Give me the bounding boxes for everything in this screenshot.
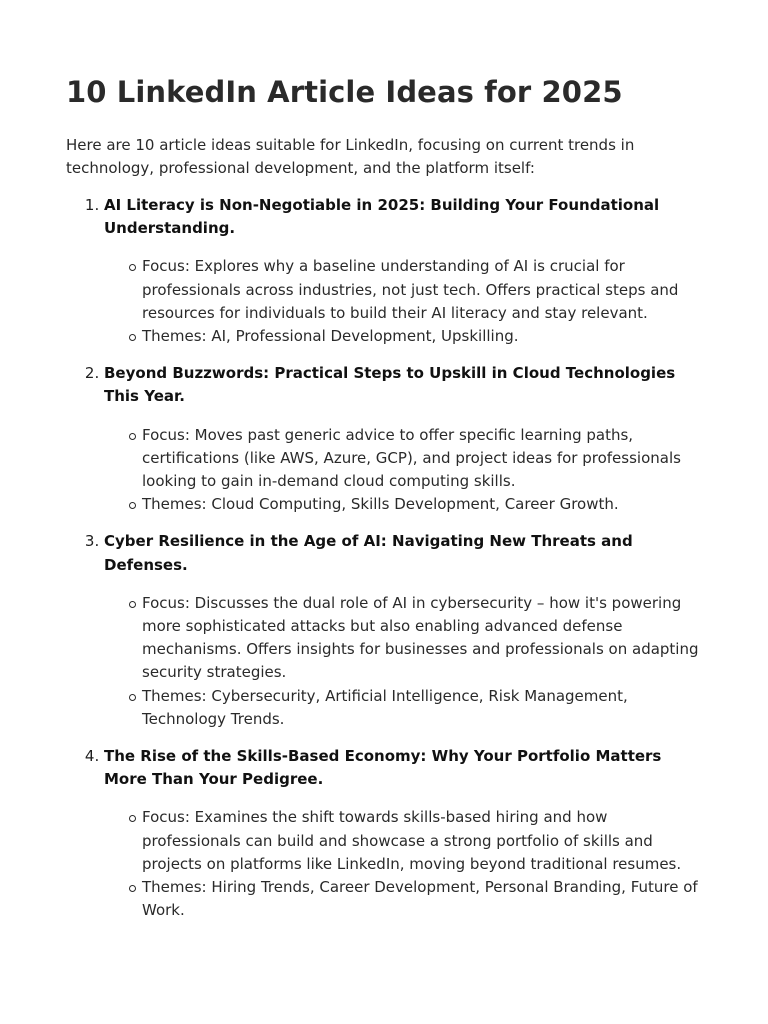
idea-details-list xyxy=(104,592,702,731)
intro-paragraph: Here are 10 article ideas suitable for LinkedIn, focusing on current trends in technology, professional development, and the platform itself: xyxy=(66,136,635,177)
idea-item xyxy=(104,362,702,516)
page-title: 10 LinkedIn Article Ideas for 2025 xyxy=(66,75,623,109)
idea-title: 4. The Rise of the Skills-Based Economy: Why Your Portfolio Matters More Than Your Pedigree. xyxy=(104,747,662,789)
idea-themes: Themes: Hiring Trends, Career Development, Personal Branding, Future of Work. xyxy=(142,876,702,922)
idea-details-list xyxy=(104,424,702,517)
idea-title: 3. Cyber Resilience in the Age of AI: Navigating New Threats and Defenses. xyxy=(104,532,633,574)
idea-themes: Themes: Cybersecurity, Artificial Intelligence, Risk Management, Technology Trends. xyxy=(142,685,702,731)
idea-themes: Themes: Cloud Computing, Skills Development, Career Growth. xyxy=(142,493,702,516)
idea-focus: Focus: Explores why a baseline understanding of AI is crucial for professionals across industries, not just tech. Offers practical steps and resources for individuals to build their AI literacy and stay relevant. xyxy=(142,255,702,325)
idea-focus: Focus: Discusses the dual role of AI in cybersecurity – how it's powering more sophisticated attacks but also enabling advanced defense mechanisms. Offers insights for businesses and professionals on adapting security strategies. xyxy=(142,592,702,685)
idea-details-list xyxy=(104,806,702,922)
idea-title: 2. Beyond Buzzwords: Practical Steps to Upskill in Cloud Technologies This Year. xyxy=(104,364,676,406)
idea-focus: Focus: Moves past generic advice to offer specific learning paths, certifications (like AWS, Azure, GCP), and project ideas for professionals looking to gain in-demand cloud computing skills. xyxy=(142,424,702,494)
idea-focus: Focus: Examines the shift towards skills-based hiring and how professionals can build and showcase a strong portfolio of skills and projects on platforms like LinkedIn, moving beyond traditional resumes. xyxy=(142,806,702,876)
ideas-list xyxy=(66,194,702,922)
idea-themes: Themes: AI, Professional Development, Upskilling. xyxy=(142,325,702,348)
idea-item xyxy=(104,194,702,348)
idea-details-list xyxy=(104,255,702,348)
idea-title: 1. AI Literacy is Non-Negotiable in 2025: Building Your Foundational Understanding. xyxy=(104,196,660,238)
idea-item xyxy=(104,745,702,922)
idea-item xyxy=(104,530,702,731)
